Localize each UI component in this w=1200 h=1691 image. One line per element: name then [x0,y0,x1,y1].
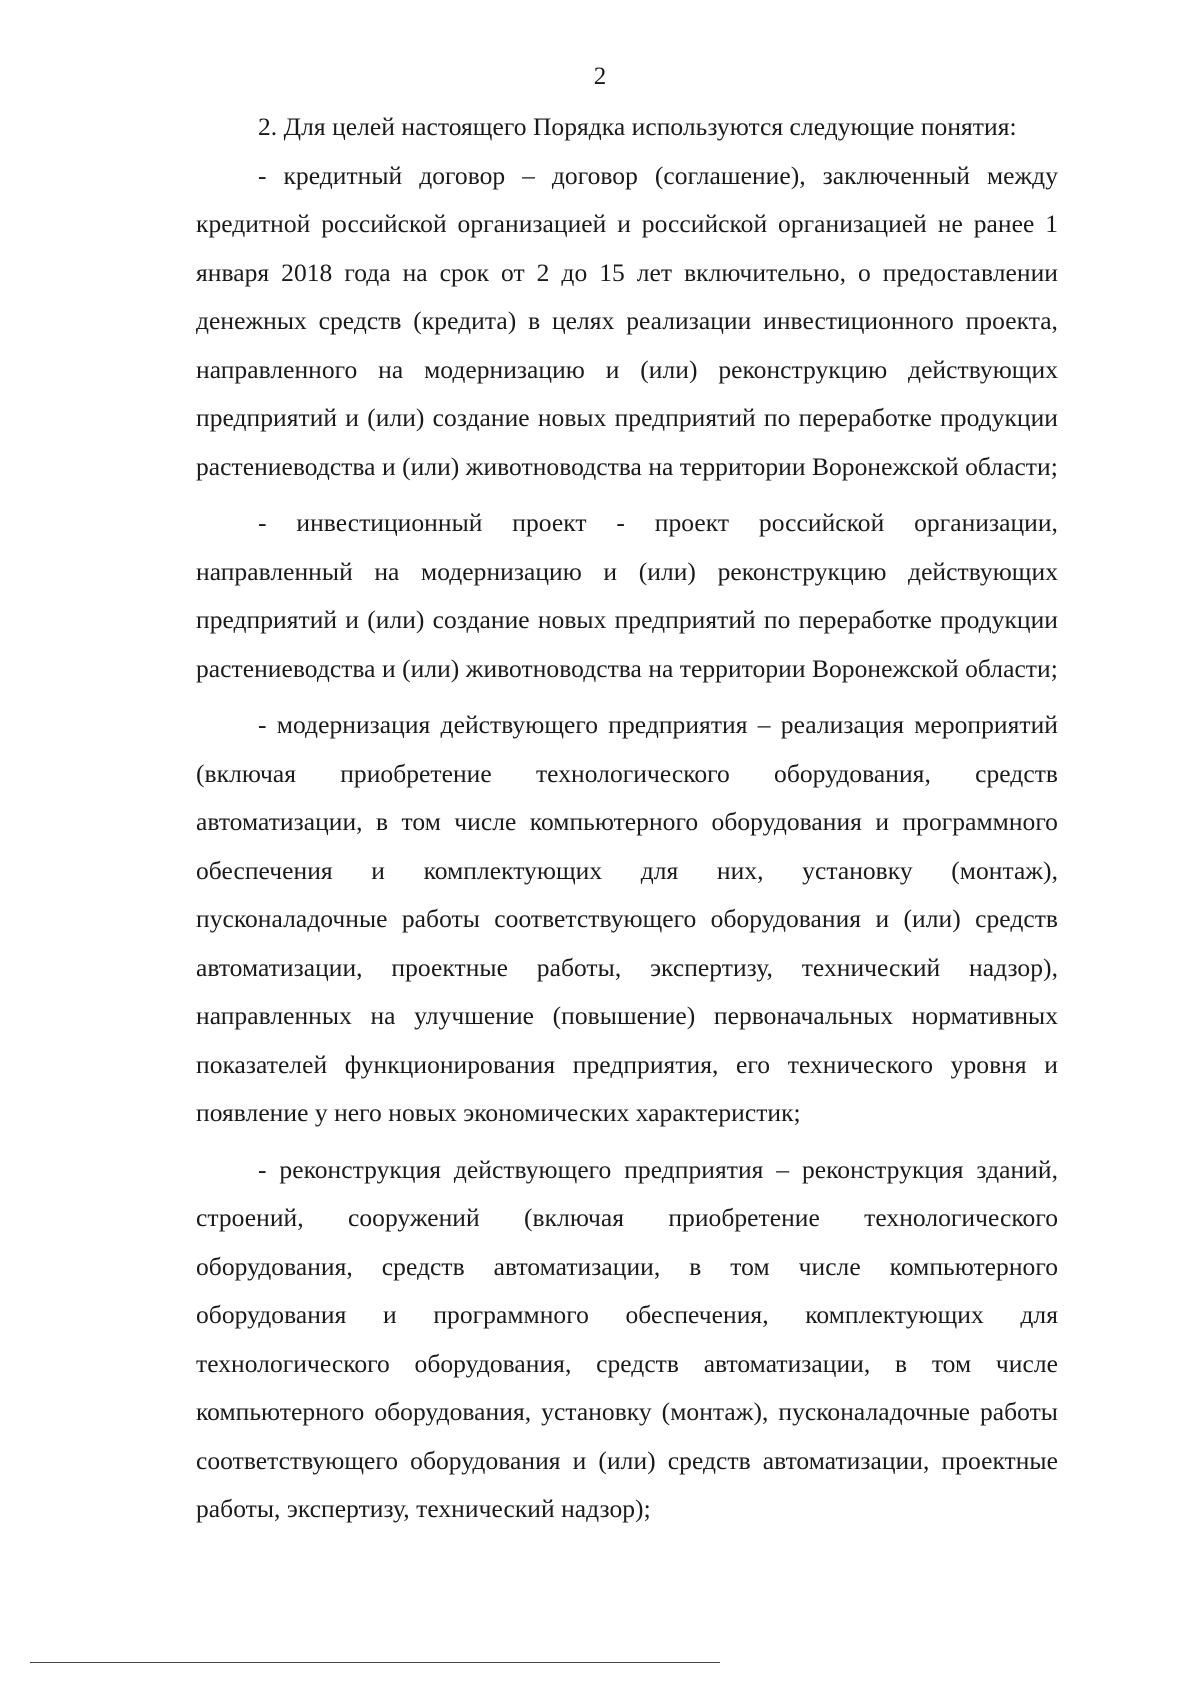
paragraph-definitions-intro: 2. Для целей настоящего Порядка используются следующие понятия: [258,112,1017,141]
paragraph-reconstruction: - реконструкция действующего предприятия – реконструкция зданий, строений, сооружений (включая приобретение технологического оборудования, средств автоматизации, в том числе компьютерного оборудования и программного обеспечения, комплектующих для технологического оборудования, средств автоматизации, в том числе компьютерного оборудования, установку (монтаж), пусконаладочные работы соответствующего оборудования и (или) средств автоматизации, проектные работы, экспертизу, технический надзор); [196,1154,1058,1523]
footer-divider [30,1662,720,1663]
paragraph-investment-project: - инвестиционный проект - проект российской организации, направленный на модернизацию и (или) реконструкцию действующих предприятий и (или) создание новых предприятий по переработке продукции растениеводства и (или) животноводства на территории Воронежской области; [196,508,1058,683]
document-body [196,103,1058,1534]
paragraph-modernization: - модернизация действующего предприятия – реализация мероприятий (включая приобретение технологического оборудования, средств автоматизации, в том числе компьютерного оборудования и программного обеспечения и комплектующих для них, установку (монтаж), пусконаладочные работы соответствующего оборудования и (или) средств автоматизации, проектные работы, экспертизу, технический надзор), направленных на улучшение (повышение) первоначальных нормативных показателей функционирования предприятия, его технического уровня и появление у него новых экономических характеристик; [196,710,1058,1127]
paragraph-credit-agreement: - кредитный договор – договор (соглашение), заключенный между кредитной российской организацией и российской организацией не ранее 1 января 2018 года на срок от 2 до 15 лет включительно, о предоставлении денежных средств (кредита) в целях реализации инвестиционного проекта, направленного на модернизацию и (или) реконструкцию действующих предприятий и (или) создание новых предприятий по переработке продукции растениеводства и (или) животноводства на территории Воронежской области; [196,160,1058,481]
page-number: 2 [593,63,607,90]
